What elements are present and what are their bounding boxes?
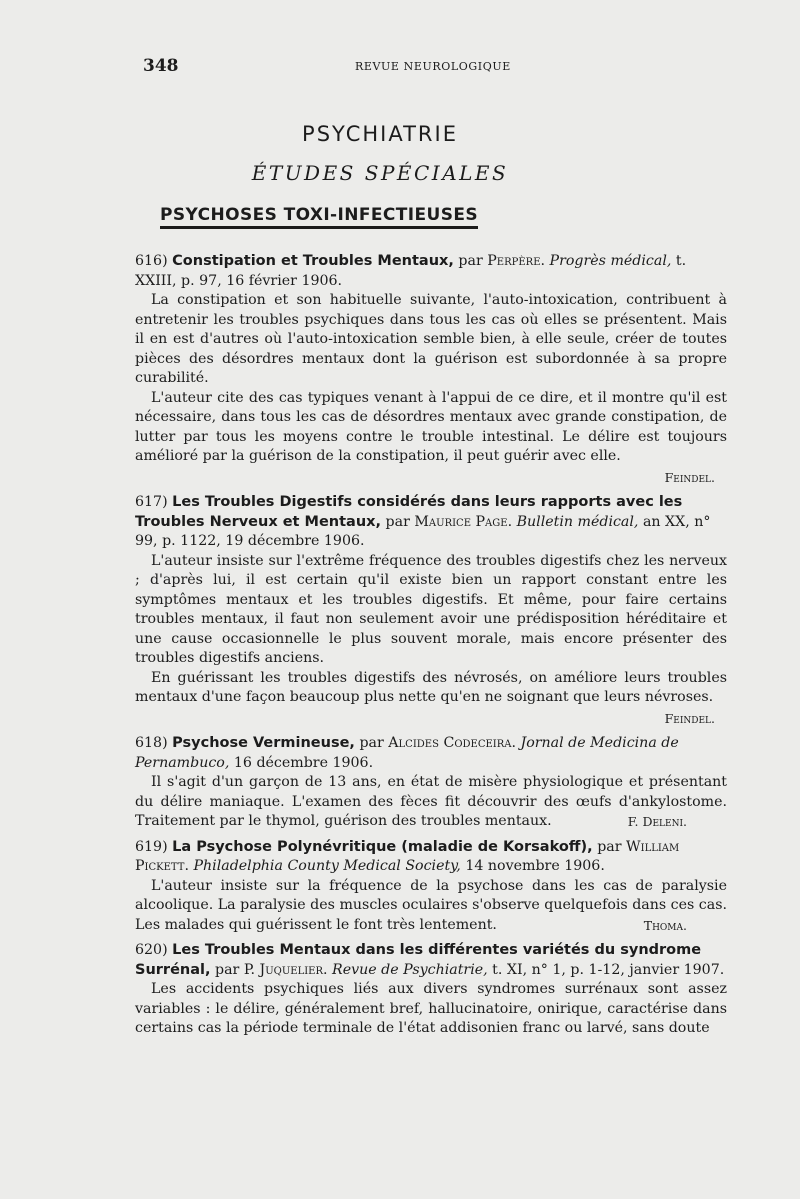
entry-journal: Revue de Psychiatrie, — [332, 961, 488, 978]
entry-paragraph: En guérissant les troubles digestifs des névrosés, on améliore leurs troubles mentaux d'une façon beaucoup plus nette qu'en ne soignant que leurs névroses. — [135, 669, 727, 705]
entry-signature: Feindel. — [664, 469, 715, 485]
entry-paragraph: La constipation et son habituelle suivante, l'auto-intoxication, contribuent à entretenir les troubles psychiques dans tous les cas où elles se présentent. Mais il en est d'autres où l'auto-intoxication semble bien, à elle seule, créer de toutes pièces des désordres mentaux dont la guérison est subordonnée à sa propre curabilité. — [135, 292, 727, 386]
entry-author: P. Juquelier. — [243, 961, 328, 978]
entry-paragraph: Les accidents psychiques liés aux divers syndromes surrénaux sont assez variables : le délire, généralement bref, hallucinatoire, onirique, caractérise dans certains cas la période terminale de l'état addisonien franc ou larvé, sans doute — [135, 981, 727, 1036]
entry-journal: Philadelphia County Medical Society, — [193, 858, 461, 874]
entry-paragraph: L'auteur cite des cas typiques venant à l'appui de ce dire, et il montre qu'il est nécessaire, dans tous les cas de désordres mentaux avec grande constipation, de lutter par tous les moyens contre le trouble intestinal. Le délire est toujours amélioré par la guérison de la constipation, il peut guérir avec elle. — [135, 389, 727, 464]
entry-paragraph-text: L'auteur insiste sur la fréquence de la psychose dans les cas de paralysie alcoolique. La paralysie des muscles oculaires s'observe quelquefois dans ces cas. Les malades qui guérissent le font très lentement. — [135, 877, 727, 933]
entry-signature: Feindel. — [664, 710, 715, 726]
entry-by: par — [215, 961, 240, 978]
abstract-entry — [135, 734, 727, 832]
rubric-heading: PSYCHOSES TOXI-INFECTIEUSES — [160, 205, 478, 229]
entry-author: Perpère. — [487, 253, 546, 269]
entry-by: par — [458, 253, 483, 269]
entry-heading — [135, 941, 727, 980]
entry-by: par — [597, 838, 622, 855]
entry-citation: 16 décembre 1906. — [233, 754, 374, 771]
entry-number: 620) — [135, 942, 168, 958]
entry-paragraph-text: Il s'agit d'un garçon de 13 ans, en état de misère physiologique et présentant du délire maniaque. L'examen des fèces fit découvrir des œufs d'ankylostome. Traitement par le thymol, guérison des troubles mentaux. — [135, 774, 727, 829]
section-subtitle: ÉTUDES SPÉCIALES — [251, 161, 509, 185]
entry-title: Psychose Vermineuse, — [172, 735, 355, 751]
entry-citation: t. XI, n° 1, p. 1-12, janvier 1907. — [492, 961, 725, 978]
entry-author: Maurice Page. — [414, 513, 513, 530]
entry-journal: Jornal de Medicina de Pernambuco, — [135, 735, 679, 771]
entry-citation: t. XXIII, p. 97, 16 février 1906. — [135, 253, 687, 289]
entry-title: Les Troubles Digestifs considérés dans leurs rapports avec les Troubles Nerveux et Mentaux, — [135, 494, 683, 530]
page-number: 348 — [143, 56, 179, 76]
abstract-entry — [135, 493, 727, 728]
entry-number: 617) — [135, 494, 168, 510]
entry-paragraph — [135, 773, 727, 832]
entry-author: Alcides Codeceira. — [388, 735, 516, 751]
entry-author: William Pickett. — [135, 838, 680, 874]
abstract-entry — [135, 252, 727, 487]
entry-number: 618) — [135, 735, 168, 751]
entry-signature: F. Deleni. — [627, 814, 687, 829]
entry-number: 616) — [135, 253, 168, 269]
article-list — [135, 252, 727, 1045]
abstract-entry — [135, 941, 727, 1039]
entry-journal: Bulletin médical, — [516, 513, 639, 530]
section-title: PSYCHIATRIE — [302, 122, 458, 146]
entry-title: Les Troubles Mentaux dans les différentes variétés du syndrome Surrénal, — [135, 942, 702, 978]
entry-paragraph — [135, 877, 727, 936]
entry-journal: Progrès médical, — [549, 253, 672, 269]
entry-heading — [135, 493, 727, 552]
entry-by: par — [385, 513, 410, 530]
page-header — [143, 56, 723, 80]
entry-paragraph: L'auteur insiste sur l'extrême fréquence des troubles digestifs chez les nerveux ; d'après lui, il est certain qu'il existe bien un rapport constant entre les symptômes mentaux et les troubles digestifs. Et même, pour faire certains troubles mentaux, il faut non seulement avoir une prédisposition héréditaire et une cause occasionnelle le plus souvent morale, mais encore présenter des troubles digestifs anciens. — [135, 552, 727, 666]
entry-citation: an XX, n° 99, p. 1122, 19 décembre 1906. — [135, 513, 711, 549]
entry-number: 619) — [135, 838, 168, 855]
entry-by: par — [359, 735, 384, 751]
entry-heading — [135, 838, 727, 877]
entry-title: La Psychose Polynévritique (maladie de Korsakoff), — [172, 838, 593, 855]
entry-title: Constipation et Troubles Mentaux, — [172, 253, 454, 269]
entry-heading — [135, 252, 727, 291]
abstract-entry — [135, 838, 727, 936]
entry-citation: 14 novembre 1906. — [465, 858, 605, 874]
entry-heading — [135, 734, 727, 773]
entry-signature: Thoma. — [643, 917, 687, 933]
running-head: REVUE NEUROLOGIQUE — [355, 60, 511, 73]
